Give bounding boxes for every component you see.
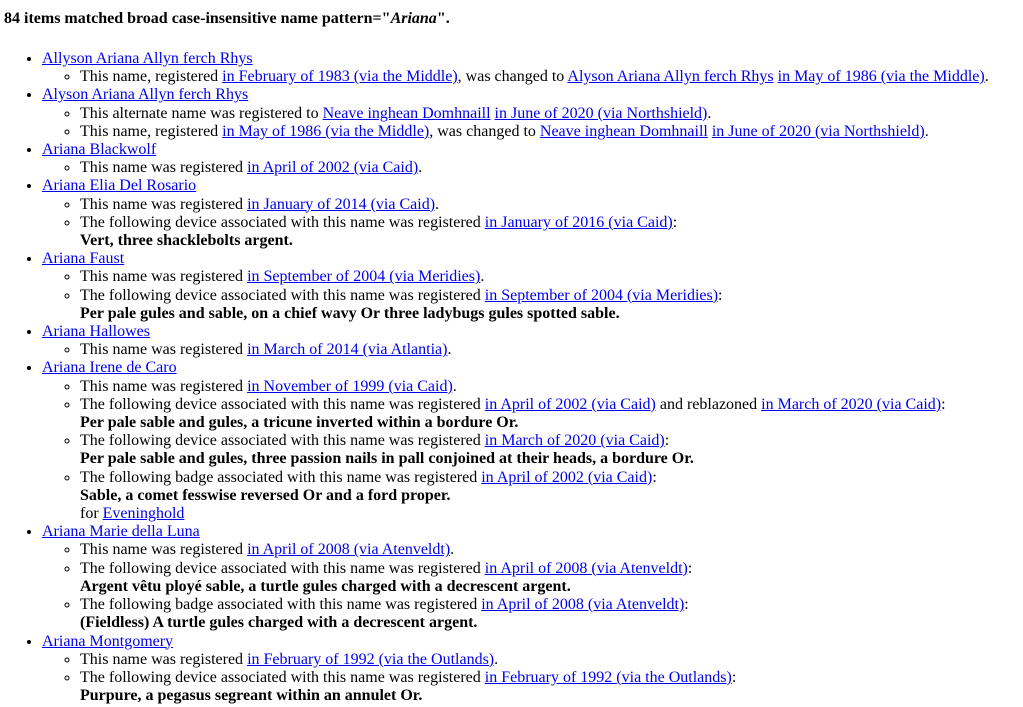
date-link[interactable]: in April of 2002 (via Caid) [484,395,656,413]
detail-text: This name, registered [80,122,223,140]
date-link[interactable]: in November of 1999 (via Caid) [247,377,453,395]
date-link[interactable]: in June of 2020 (via Northshield) [711,122,925,140]
result-item [42,177,1023,250]
blazon-text: Sable, a comet fesswise reversed Or and a ford proper. [80,486,451,504]
name-link[interactable]: Alyson Ariana Allyn ferch Rhys [42,86,249,104]
date-link[interactable]: in January of 2014 (via Caid) [247,195,436,213]
detail-item [80,123,1023,141]
detail-item [80,396,1023,432]
detail-text: This name, registered [80,68,223,86]
detail-text: for [80,505,103,523]
detail-text: . [452,377,457,395]
blazon-text: Vert, three shacklebolts argent. [80,232,293,250]
results-heading [4,10,1023,28]
result-item [42,323,1023,359]
detail-text: This name was registered [80,195,248,213]
date-link[interactable]: in April of 2008 (via Atenveldt) [484,559,688,577]
detail-text: . [924,122,929,140]
date-link[interactable]: in April of 2002 (via Caid) [481,468,653,486]
result-item [42,523,1023,632]
detail-text: This name was registered [80,650,248,668]
detail-text: . [480,268,485,286]
blazon-text: (Fieldless) A turtle gules charged with a decrescent argent. [80,614,478,632]
detail-item [80,268,1023,286]
detail-item [80,287,1023,323]
detail-text: This name was registered [80,159,248,177]
detail-text: : [672,213,678,231]
name-link[interactable]: Ariana Montgomery [42,632,174,650]
date-link[interactable]: in June of 2020 (via Northshield) [494,104,708,122]
detail-text: The following device associated with this name was registered [80,668,485,686]
detail-text: The following badge associated with this name was registered [80,596,482,614]
detail-text: The following device associated with this name was registered [80,559,485,577]
detail-text: . [494,650,499,668]
name-link[interactable]: Ariana Marie della Luna [42,523,200,541]
detail-list [42,68,1023,86]
date-link[interactable]: in September of 2004 (via Meridies) [484,286,719,304]
date-link[interactable]: in May of 1986 (via the Middle) [222,122,430,140]
detail-text: . [984,68,989,86]
blazon-text: Per pale sable and gules, a tricune inverted within a bordure Or. [80,414,519,432]
detail-list [42,651,1023,706]
date-link[interactable]: in February of 1992 (via the Outlands) [247,650,495,668]
result-item [42,86,1023,141]
result-item [42,250,1023,323]
result-item [42,141,1023,177]
heading-prefix: 84 items matched broad case-insensitive name pattern=" [4,10,391,27]
detail-item [80,105,1023,123]
result-item [42,50,1023,86]
name-link[interactable]: Ariana Faust [42,250,125,268]
blazon-text: Argent vêtu ployé sable, a turtle gules charged with a decrescent argent. [80,577,571,595]
detail-text: . [435,195,440,213]
detail-list [42,268,1023,323]
detail-text: This name was registered [80,341,248,359]
date-link[interactable]: in April of 2008 (via Atenveldt) [247,541,451,559]
detail-item [80,159,1023,177]
detail-item [80,378,1023,396]
detail-item [80,432,1023,468]
date-link[interactable]: in September of 2004 (via Meridies) [247,268,481,286]
detail-text: : [684,596,689,614]
detail-text: This name was registered [80,541,248,559]
name-link[interactable]: Allyson Ariana Allyn ferch Rhys [42,50,253,67]
name-link[interactable]: Ariana Hallowes [42,323,150,341]
date-link[interactable]: in May of 1986 (via the Middle) [777,68,985,86]
detail-item [80,68,1023,86]
heading-suffix: ". [436,10,450,27]
detail-list [42,541,1023,632]
detail-text: This name was registered [80,268,248,286]
branch-link[interactable]: Eveninghold [102,505,185,523]
name-link[interactable]: Neave inghean Domhnaill [539,122,708,140]
name-link[interactable]: Ariana Elia Del Rosario [42,177,197,195]
date-link[interactable]: in February of 1983 (via the Middle) [222,68,458,86]
results-list [4,50,1023,705]
date-link[interactable]: in March of 2020 (via Caid) [484,432,665,450]
detail-text: The following badge associated with this name was registered [80,468,482,486]
detail-text: This alternate name was registered to [80,104,323,122]
result-item [42,359,1023,523]
detail-item [80,669,1023,705]
detail-text: , was changed to [429,122,540,140]
detail-item [80,651,1023,669]
blazon-text: Per pale sable and gules, three passion nails in pall conjoined at their heads, a bordure Or. [80,450,694,468]
name-link[interactable]: Ariana Blackwolf [42,141,157,159]
detail-text: The following device associated with this name was registered [80,213,485,231]
date-link[interactable]: in April of 2008 (via Atenveldt) [481,596,685,614]
result-item [42,633,1023,706]
detail-list [42,341,1023,359]
detail-text: and reblazoned [655,395,762,413]
detail-item [80,541,1023,559]
detail-text: . [418,159,423,177]
name-link[interactable]: Neave inghean Domhnaill [322,104,491,122]
detail-item [80,214,1023,250]
detail-item [80,596,1023,632]
detail-text: . [707,104,712,122]
detail-list [42,105,1023,141]
detail-text: : [664,432,670,450]
detail-text: : [652,468,657,486]
detail-item [80,196,1023,214]
detail-text: The following device associated with this name was registered [80,286,485,304]
detail-text: : [941,395,946,413]
detail-text: : [687,559,693,577]
name-link[interactable]: Alyson Ariana Allyn ferch Rhys [567,68,774,86]
blazon-text: Per pale gules and sable, on a chief wavy Or three ladybugs gules spotted sable. [80,304,620,322]
detail-item [80,341,1023,359]
date-link[interactable]: in January of 2016 (via Caid) [484,213,673,231]
detail-text: This name was registered [80,377,248,395]
blazon-text: Purpure, a pegasus segreant within an annulet Or. [80,687,423,705]
detail-item [80,469,1023,524]
detail-text: The following device associated with this name was registered [80,395,485,413]
date-link[interactable]: in February of 1992 (via the Outlands) [484,668,732,686]
detail-text: . [447,341,452,359]
detail-text: The following device associated with this name was registered [80,432,485,450]
detail-text: , was changed to [457,68,568,86]
detail-list [42,159,1023,177]
detail-text: . [450,541,455,559]
date-link[interactable]: in April of 2002 (via Caid) [247,159,419,177]
name-link[interactable]: Ariana Irene de Caro [42,359,177,377]
detail-item [80,560,1023,596]
detail-list [42,378,1023,524]
detail-text: : [718,286,723,304]
detail-text: : [731,668,737,686]
detail-list [42,196,1023,251]
date-link[interactable]: in March of 2020 (via Caid) [761,395,942,413]
date-link[interactable]: in March of 2014 (via Atlantia) [247,341,448,359]
heading-pattern: Ariana [390,10,437,27]
